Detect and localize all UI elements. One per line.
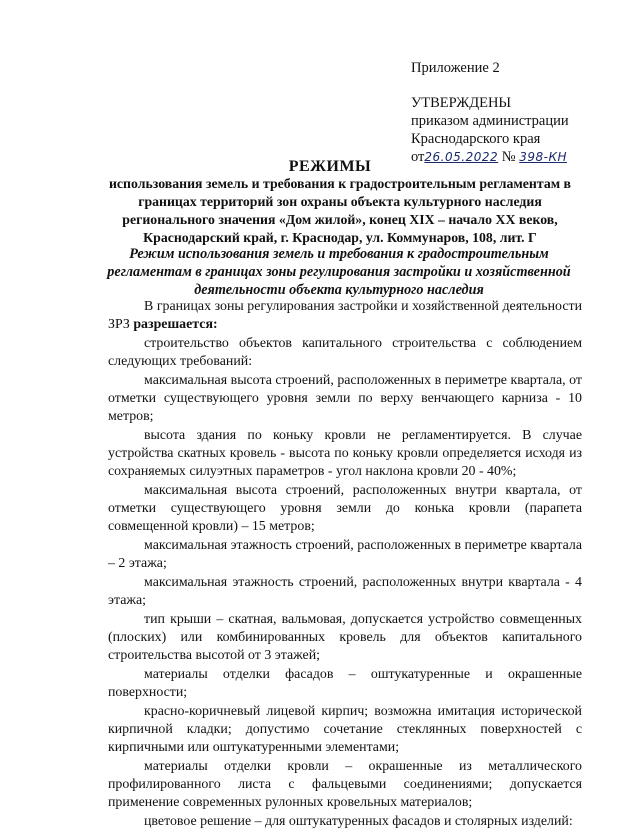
handwritten-date: 26.05.2022 xyxy=(424,150,499,164)
paragraph-intro xyxy=(108,298,582,334)
number-sign: № xyxy=(501,149,516,165)
document-subtitle: использования земель и требования к градостроительным регламентам в границах территорий зон охраны объекта культурного наследия регионального значения «Дом жилой», конец XIX – начало XX веков, Краснодарский край, г. Краснодар, ул. Коммунаров, 108, лит. Г xyxy=(108,176,572,245)
approval-line: Краснодарского края xyxy=(411,131,541,147)
appendix-label: Приложение 2 xyxy=(411,60,500,76)
paragraph: красно-коричневый лицевой кирпич; возможна имитация исторической кирпичной кладки; допустимо сочетание стеклянных поверхностей с кирпичными или оштукатуренными элементами; xyxy=(108,704,582,755)
approval-block xyxy=(411,94,631,166)
paragraph: максимальная этажность строений, расположенных внутри квартала - 4 этажа; xyxy=(108,575,582,608)
approval-prefix: от xyxy=(411,149,425,165)
document-title: РЕЖИМЫ xyxy=(288,158,372,175)
paragraph: высота здания по коньку кровли не регламентируется. В случае устройства скатных кровель - высота по коньку кровли определяется исходя из сохраняемых силуэтных параметров - угол наклона кровли 20 - 40%; xyxy=(108,428,582,479)
approval-line: УТВЕРЖДЕНЫ xyxy=(411,95,512,111)
intro-bold: разрешается: xyxy=(133,317,218,332)
paragraph: строительство объектов капитального строительства с соблюдением следующих требований: xyxy=(108,336,582,369)
paragraph: максимальная высота строений, расположенных внутри квартала, от отметки существующего уровня земли до конька кровли (парапета совмещенной кровли) – 15 метров; xyxy=(108,483,582,534)
document-body xyxy=(108,298,582,832)
paragraph: максимальная высота строений, расположенных в периметре квартала, от отметки существующего уровня земли по верху венчающего карниза - 10 метров; xyxy=(108,373,582,424)
paragraph: материалы отделки кровли – окрашенные из металлического профилированного листа с фальцевыми соединениями; допускается применение современных рулонных кровельных материалов; xyxy=(108,759,582,810)
paragraph: максимальная этажность строений, расположенных в периметре квартала – 2 этажа; xyxy=(108,538,582,571)
handwritten-number: 398-КН xyxy=(519,150,567,164)
paragraph: тип крыши – скатная, вальмовая, допускается устройство совмещенных (плоских) или комбинированных кровель для объектов капитального строительства высотой от 3 этажей; xyxy=(108,612,582,663)
paragraph: цветовое решение – для оштукатуренных фасадов и столярных изделий: xyxy=(144,814,573,829)
intro-text: В границах зоны регулирования застройки и хозяйственной деятельности ЗРЗ xyxy=(108,299,582,332)
section-title: Режим использования земель и требования к градостроительным регламентам в границах зоны регулирования застройки и хозяйственной деятельности объекта культурного наследия xyxy=(107,246,571,298)
paragraph: материалы отделки фасадов – оштукатуренные и окрашенные поверхности; xyxy=(108,667,582,700)
approval-line: приказом администрации xyxy=(411,113,569,129)
